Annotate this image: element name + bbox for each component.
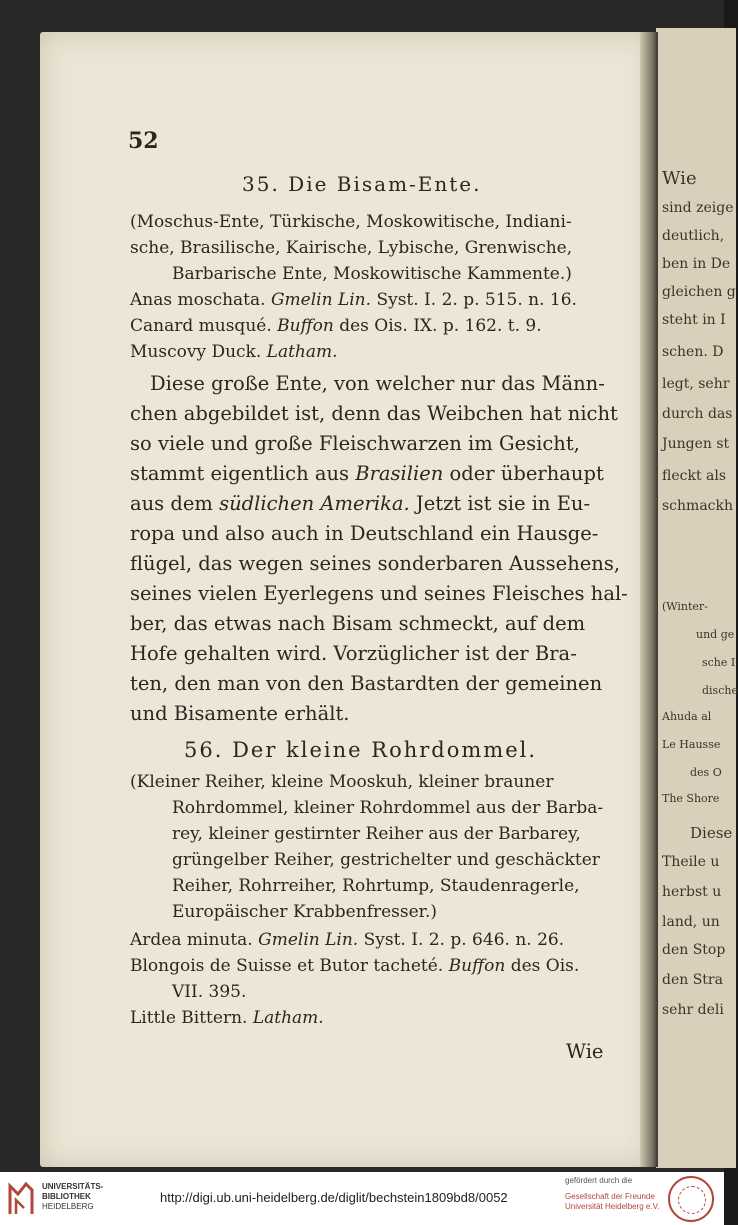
- next-page-fragment: den Stra: [662, 972, 723, 988]
- next-page-fragment: Ahuda al: [662, 710, 712, 723]
- next-page-fragment: sche I: [702, 656, 736, 669]
- synonym-line: sche, Brasilische, Kairische, Lybische, Grenwische,: [130, 238, 573, 258]
- ref-citation: Syst. I. 2. p. 646. n. 26.: [363, 930, 565, 950]
- body-line: seines vielen Eyerlegens und seines Fleisches hal-: [130, 582, 628, 605]
- synonym-line: Europäischer Krabbenfresser.): [172, 902, 437, 922]
- next-page-fragment: durch das: [662, 406, 733, 422]
- next-page-fragment: den Stop: [662, 942, 726, 958]
- section-heading-36: 56. Der kleine Rohrdommel.: [184, 738, 538, 762]
- library-name: UNIVERSITÄTS- BIBLIOTHEK HEIDELBERG: [42, 1182, 104, 1211]
- reference-line: [130, 316, 542, 336]
- reference-line: [130, 290, 577, 310]
- body-line: stammt eigentlich aus Brasilien oder überhaupt: [130, 462, 604, 485]
- body-line: so viele und große Fleischwarzen im Gesicht,: [130, 432, 580, 455]
- university-seal-icon: [668, 1176, 714, 1222]
- catchword: Wie: [566, 1040, 604, 1063]
- next-page-fragment: herbst u: [662, 884, 722, 900]
- next-page-fragment: land, un: [662, 914, 720, 930]
- ref-name: Anas moschata.: [130, 290, 266, 310]
- ref-citation: des Ois.: [510, 956, 580, 976]
- body-line: flügel, das wegen seines sonderbaren Aussehens,: [130, 552, 621, 575]
- ref-citation: des Ois. IX. p. 162. t. 9.: [339, 316, 542, 336]
- body-line: ten, den man von den Bastardten der gemeinen: [130, 672, 603, 695]
- ref-name: Blongois de Suisse et Butor tacheté.: [130, 956, 444, 976]
- ref-author: Latham.: [252, 1008, 324, 1028]
- ref-name: Canard musqué.: [130, 316, 272, 336]
- next-page-fragment: legt, sehr: [662, 376, 730, 392]
- next-page-fragment: Wie: [662, 168, 697, 189]
- body-line: Hofe gehalten wird. Vorzüglicher ist der Bra-: [130, 642, 577, 665]
- next-page-fragment: dische: [702, 684, 738, 697]
- body-line: ber, das etwas nach Bisam schmeckt, auf dem: [130, 612, 586, 635]
- permalink-url[interactable]: http://digi.ub.uni-heidelberg.de/diglit/bechstein1809bd8/0052: [160, 1190, 508, 1205]
- university-library-logo-icon: [6, 1180, 36, 1216]
- reference-line: [130, 930, 564, 950]
- next-page-fragment: schen. D: [662, 344, 724, 360]
- ref-author: Gmelin Lin.: [270, 290, 372, 310]
- section-heading-35: 35. Die Bisam-Ente.: [242, 172, 482, 196]
- next-page-fragment: sind zeige: [662, 200, 734, 216]
- next-page-fragment: des O: [690, 766, 722, 779]
- viewer-footer: [0, 1172, 724, 1225]
- reference-line: [172, 982, 246, 1002]
- next-page-fragment: schmackh: [662, 498, 734, 514]
- next-page-fragment: und ge: [696, 628, 735, 641]
- body-line: und Bisamente erhält.: [130, 702, 350, 725]
- reference-line: [130, 956, 579, 976]
- body-line: chen abgebildet ist, denn das Weibchen hat nicht: [130, 402, 618, 425]
- page-number: 52: [128, 128, 159, 154]
- next-page-fragment: Le Hausse: [662, 738, 721, 751]
- ref-author: Buffon: [277, 316, 334, 336]
- next-page-fragment: sehr deli: [662, 1002, 724, 1018]
- ref-author: Buffon: [448, 956, 506, 976]
- next-page-fragment: Jungen st: [662, 436, 730, 452]
- next-page-fragment: gleichen g: [662, 284, 736, 300]
- sponsor-text: gefördert durch die Gesellschaft der Freunde Universität Heidelberg e.V.: [565, 1176, 660, 1211]
- next-page-fragment: deutlich,: [662, 228, 725, 244]
- synonym-line: (Kleiner Reiher, kleine Mooskuh, kleiner brauner: [130, 772, 554, 792]
- synonym-line: grüngelber Reiher, gestrichelter und geschäckter: [172, 850, 600, 870]
- synonym-line: (Moschus-Ente, Türkische, Moskowitische, Indiani-: [130, 212, 572, 232]
- synonym-line: Barbarische Ente, Moskowitische Kammente.): [172, 264, 572, 284]
- reference-line: [130, 342, 338, 362]
- next-page-fragment: steht in I: [662, 312, 726, 328]
- ref-name: Muscovy Duck.: [130, 342, 262, 362]
- ref-name: Ardea minuta.: [130, 930, 253, 950]
- reference-line: [130, 1008, 324, 1028]
- synonym-line: Rohrdommel, kleiner Rohrdommel aus der Barba-: [172, 798, 604, 818]
- body-line: ropa und also auch in Deutschland ein Hausge-: [130, 522, 599, 545]
- body-line: aus dem südlichen Amerika. Jetzt ist sie in Eu-: [130, 492, 591, 515]
- synonym-line: rey, kleiner gestirnter Reiher aus der Barbarey,: [172, 824, 581, 844]
- next-page-fragment: Diese: [690, 824, 733, 842]
- ref-name: Little Bittern.: [130, 1008, 248, 1028]
- synonym-line: Reiher, Rohrreiher, Rohrtump, Staudenragerle,: [172, 876, 580, 896]
- next-page-fragment: fleckt als: [662, 468, 727, 484]
- ref-author: Latham.: [266, 342, 338, 362]
- ref-name: VII. 395.: [172, 982, 247, 1002]
- body-line: Diese große Ente, von welcher nur das Männ-: [150, 372, 605, 395]
- next-page-fragment: ben in De: [662, 256, 731, 272]
- ref-author: Gmelin Lin.: [258, 930, 359, 950]
- ref-citation: Syst. I. 2. p. 515. n. 16.: [376, 290, 577, 310]
- next-page-fragment: The Shore: [662, 792, 720, 805]
- book-gutter: [640, 32, 658, 1167]
- next-page-fragment: Theile u: [662, 854, 720, 870]
- next-page-fragment: (Winter-: [662, 600, 708, 613]
- adjacent-page: [656, 28, 736, 1168]
